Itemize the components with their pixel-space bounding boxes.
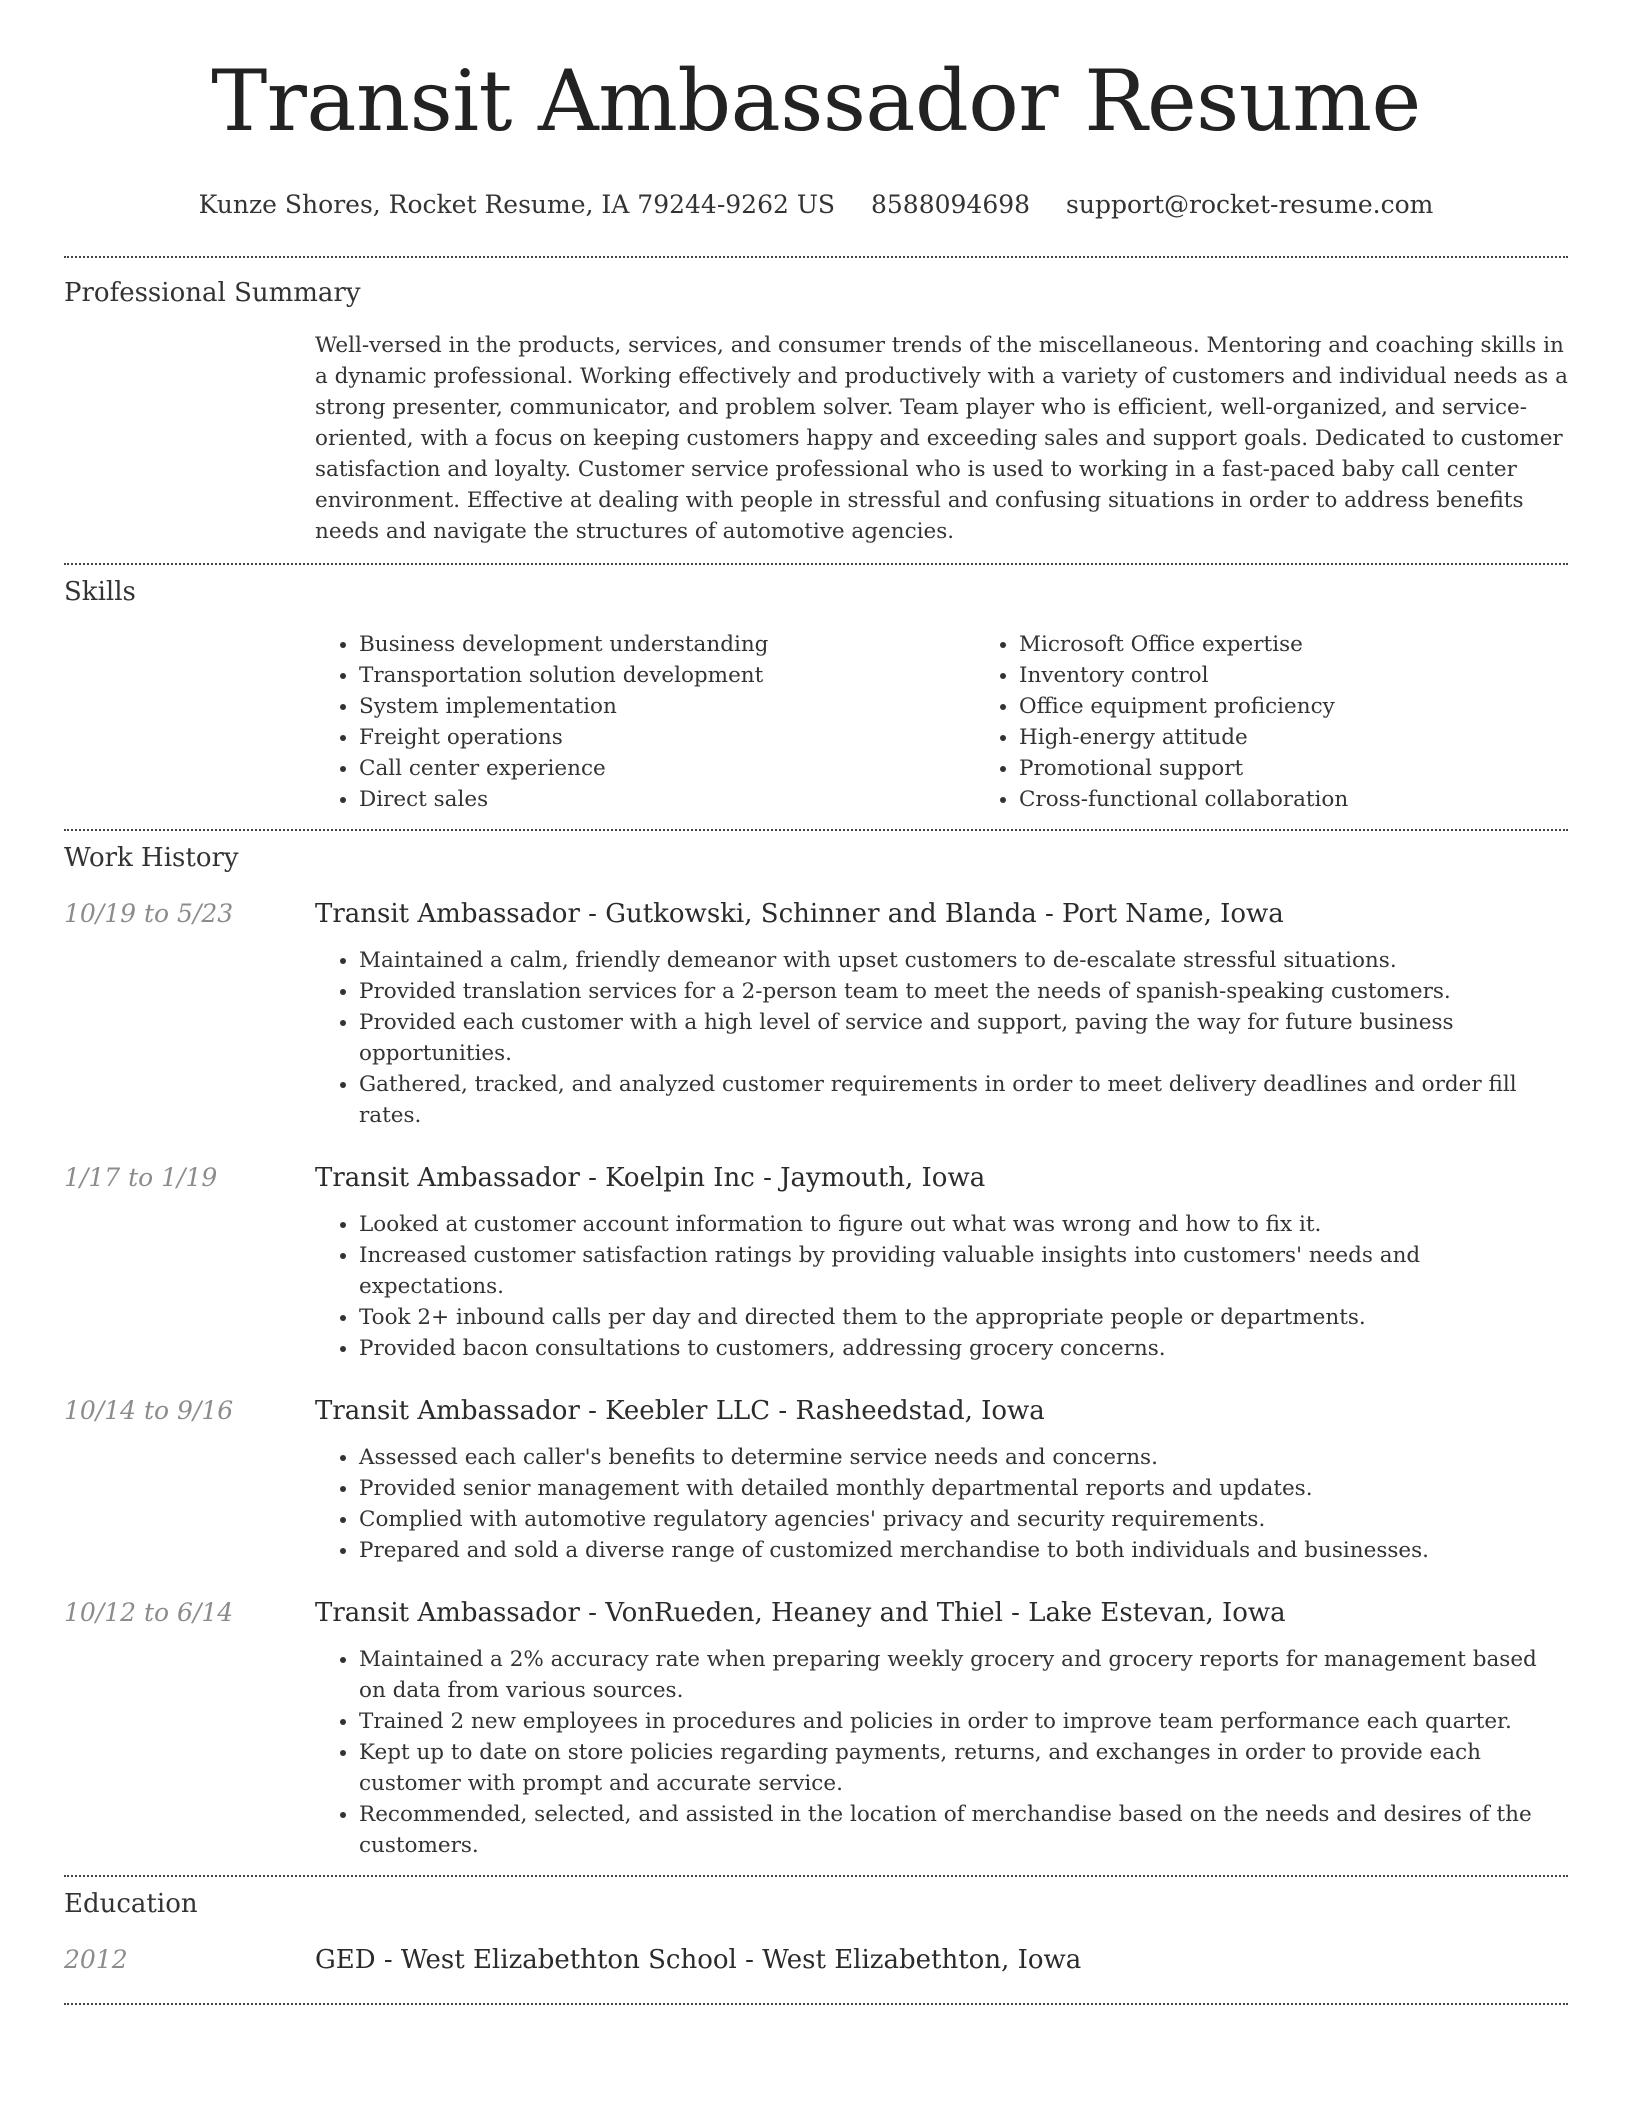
job-title: Transit Ambassador - Gutkowski, Schinner and Blanda - Port Name, Iowa bbox=[315, 899, 1284, 929]
divider bbox=[64, 2003, 1568, 2005]
skill-item: • Microsoft Office expertise bbox=[1019, 629, 1632, 660]
contact-line bbox=[64, 190, 1568, 220]
job-title: Transit Ambassador - VonRueden, Heaney and Thiel - Lake Estevan, Iowa bbox=[315, 1598, 1286, 1628]
education-year: 2012 bbox=[64, 1945, 128, 1974]
job-bullets bbox=[315, 1442, 1568, 1566]
skill-item: • Transportation solution development bbox=[359, 660, 975, 691]
skills-list-right bbox=[975, 629, 1632, 815]
job-bullet: • Provided each customer with a high level of service and support, paving the way for future business opportunities. bbox=[359, 1007, 1568, 1069]
skill-item: • Call center experience bbox=[359, 753, 975, 784]
job-entry bbox=[64, 1394, 1568, 1566]
skill-item: • Office equipment proficiency bbox=[1019, 691, 1632, 722]
education-heading: Education bbox=[64, 1889, 198, 1919]
job-bullet: • Looked at customer account information to figure out what was wrong and how to fix it. bbox=[359, 1209, 1568, 1240]
skill-item: • System implementation bbox=[359, 691, 975, 722]
job-bullet: • Assessed each caller's benefits to determine service needs and concerns. bbox=[359, 1442, 1568, 1473]
job-bullet: • Gathered, tracked, and analyzed customer requirements in order to meet delivery deadlines and order fill rates. bbox=[359, 1069, 1568, 1131]
work-history-section bbox=[64, 831, 1568, 1861]
summary-text: Well-versed in the products, services, and consumer trends of the miscellaneous. Mentoring and coaching skills in a dynamic professional. Working effectively and productively with a variety of customers and individual needs as a strong presenter, communicator, and problem solver. Team player who is efficient, well-organized, and service-oriented, with a focus on keeping customers happy and exceeding sales and support goals. Dedicated to customer satisfaction and loyalty. Customer service professional who is used to working in a fast-paced baby call center environment. Effective at dealing with people in stressful and confusing situations in order to address benefits needs and navigate the structures of automotive agencies. bbox=[315, 333, 1568, 544]
job-title: Transit Ambassador - Keebler LLC - Rasheedstad, Iowa bbox=[315, 1396, 1045, 1426]
education-entry: GED - West Elizabethton School - West Elizabethton, Iowa bbox=[315, 1945, 1082, 1975]
job-bullet: • Trained 2 new employees in procedures and policies in order to improve team performance each quarter. bbox=[359, 1706, 1568, 1737]
skill-item: • Freight operations bbox=[359, 722, 975, 753]
resume-title: Transit Ambassador Resume bbox=[211, 52, 1421, 150]
summary-section bbox=[64, 258, 1568, 563]
job-bullet: • Maintained a calm, friendly demeanor with upset customers to de-escalate stressful situations. bbox=[359, 945, 1568, 976]
skill-item: • Promotional support bbox=[1019, 753, 1632, 784]
contact-address: Kunze Shores, Rocket Resume, IA 79244-9262 US bbox=[198, 190, 836, 219]
skills-heading: Skills bbox=[64, 577, 136, 607]
contact-email: support@rocket-resume.com bbox=[1066, 190, 1434, 219]
skill-item: • High-energy attitude bbox=[1019, 722, 1632, 753]
job-bullet: • Kept up to date on store policies regarding payments, returns, and exchanges in order to provide each customer with prompt and accurate service. bbox=[359, 1737, 1568, 1799]
job-entry bbox=[64, 1161, 1568, 1364]
skill-item: • Inventory control bbox=[1019, 660, 1632, 691]
skills-spacer bbox=[64, 629, 315, 815]
education-section bbox=[64, 1877, 1568, 2003]
contact-phone: 8588094698 bbox=[871, 190, 1031, 219]
job-bullet: • Recommended, selected, and assisted in the location of merchandise based on the needs and desires of the customers. bbox=[359, 1799, 1568, 1861]
summary-heading: Professional Summary bbox=[64, 278, 361, 308]
job-dates: 10/12 to 6/14 bbox=[64, 1598, 234, 1627]
job-bullets bbox=[315, 1209, 1568, 1364]
skills-columns bbox=[315, 629, 1632, 815]
skills-list-left bbox=[315, 629, 975, 815]
job-bullet: • Provided translation services for a 2-person team to meet the needs of spanish-speaking customers. bbox=[359, 976, 1568, 1007]
job-bullet: • Provided senior management with detailed monthly departmental reports and updates. bbox=[359, 1473, 1568, 1504]
job-bullets bbox=[315, 1644, 1568, 1861]
summary-spacer bbox=[64, 330, 315, 547]
job-bullet: • Increased customer satisfaction ratings by providing valuable insights into customers' needs and expectations. bbox=[359, 1240, 1568, 1302]
job-bullet: • Provided bacon consultations to customers, addressing grocery concerns. bbox=[359, 1333, 1568, 1364]
job-dates: 10/19 to 5/23 bbox=[64, 899, 234, 928]
skill-item: • Cross-functional collaboration bbox=[1019, 784, 1632, 815]
skill-item: • Business development understanding bbox=[359, 629, 975, 660]
job-bullet: • Took 2+ inbound calls per day and directed them to the appropriate people or departments. bbox=[359, 1302, 1568, 1333]
job-bullets bbox=[315, 945, 1568, 1131]
job-title: Transit Ambassador - Koelpin Inc - Jaymouth, Iowa bbox=[315, 1163, 986, 1193]
job-entry bbox=[64, 1596, 1568, 1861]
job-bullet: • Complied with automotive regulatory agencies' privacy and security requirements. bbox=[359, 1504, 1568, 1535]
job-bullet: • Maintained a 2% accuracy rate when preparing weekly grocery and grocery reports for management based on data from various sources. bbox=[359, 1644, 1568, 1706]
skills-section bbox=[64, 565, 1568, 829]
job-bullet: • Prepared and sold a diverse range of customized merchandise to both individuals and businesses. bbox=[359, 1535, 1568, 1566]
resume-header bbox=[64, 0, 1568, 220]
skill-item: • Direct sales bbox=[359, 784, 975, 815]
job-dates: 1/17 to 1/19 bbox=[64, 1163, 218, 1192]
job-entry bbox=[64, 897, 1568, 1131]
work-history-heading: Work History bbox=[64, 843, 239, 873]
job-dates: 10/14 to 9/16 bbox=[64, 1396, 234, 1425]
